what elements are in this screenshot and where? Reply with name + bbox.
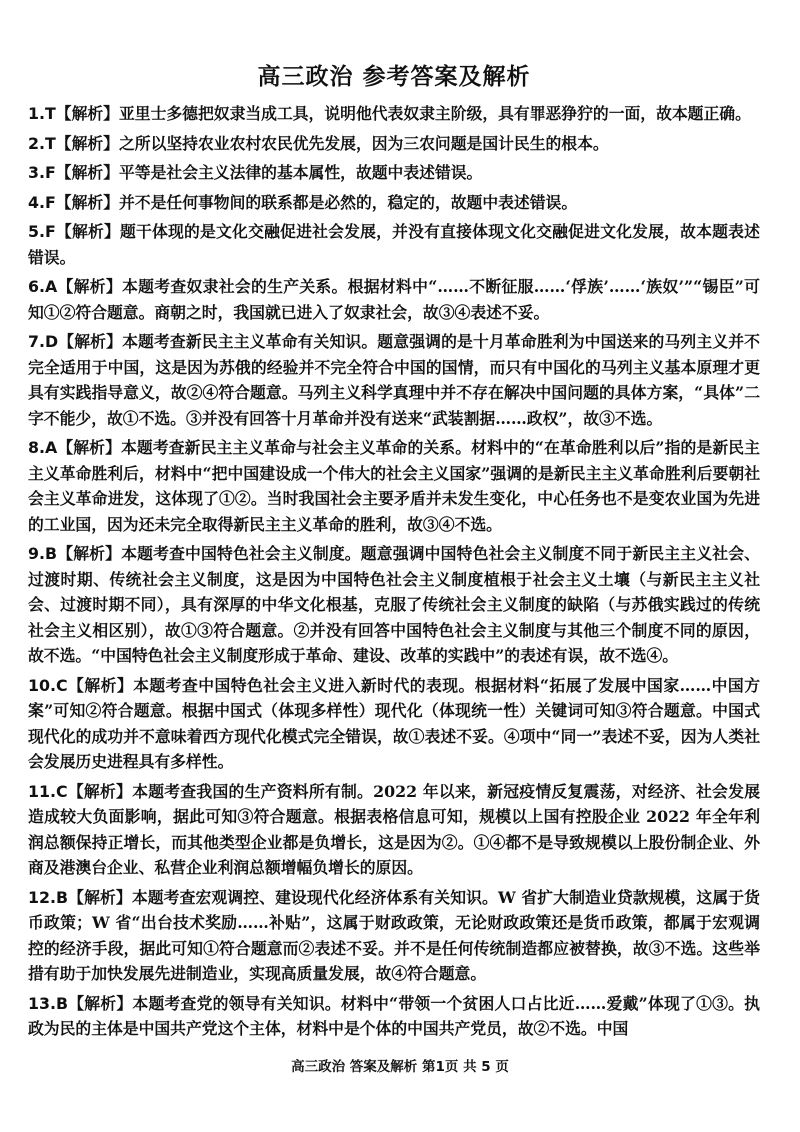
answer-item-9 [28, 541, 760, 669]
answer-number: 4.F [28, 192, 56, 212]
answer-number: 8.A [28, 438, 58, 457]
answer-item-5 [28, 219, 760, 270]
analysis-tag: 【解析】 [55, 163, 119, 182]
analysis-text: 并不是任何事物间的联系都是必然的，稳定的，故题中表述错误。 [119, 192, 578, 212]
analysis-text: 本题考查中国特色社会主义制度。题意强调中国特色社会主义制度不同于新民主主义社会、过渡时期、传统社会主义制度，这是因为中国特色社会主义制度植根于社会主义土壤（与新民主主义社会、过渡时期不同），具有深厚的中华文化根基，克服了传统社会主义制度的缺陷（与苏俄实践过的传统社会主义相区别），故①③符合题意。②并没有回答中国特色社会主义制度与其他三个制度不同的原因，故不选。“中国特色社会主义制度形成于革命、建设、改革的实践中”的表述有误，故不选④。 [28, 544, 760, 665]
analysis-text: 本题考查中国特色社会主义进入新时代的表现。根据材料“拓展了发展中国家……中国方案”可知②符合题意。根据中国式（体现多样性）现代化（体现统一性）关键词可知③符合题意。中国式现代化的成功并不意味着西方现代化模式完全错误，故①表述不妥。④项中“同一”表述不妥，因为人类社会发展历史进程具有多样性。 [28, 675, 760, 771]
answer-item-13 [28, 991, 760, 1042]
answer-number: 2.T [28, 133, 56, 153]
answer-item-12 [28, 885, 760, 987]
analysis-text: 本题考查新民主主义革命有关知识。题意强调的是十月革命胜利为中国送来的马列主义并不完全适用于中国，这是因为苏俄的经验并不完全符合中国的国情，而只有中国化的马列主义基本原理才更具有实践指导意义，故②④符合题意。马列主义科学真理中并不存在解决中国问题的具体方案，“具体”二字不能少，故①不选。③并没有回答十月革命并没有送来“武装割据……政权”，故③不选。 [28, 332, 760, 428]
analysis-text: 题干体现的是文化交融促进社会发展，并没有直接体现文化交融促进文化发展，故本题表述错误。 [28, 222, 760, 267]
page-footer: 高三政治 答案及解析 第1页 共 5 页 [291, 1059, 509, 1075]
answer-item-6 [28, 274, 760, 325]
answer-item-2 [28, 131, 760, 157]
analysis-text: 平等是社会主义法律的基本属性，故题中表述错误。 [119, 163, 483, 182]
analysis-tag: 【解析】 [57, 544, 122, 563]
answer-item-1 [28, 101, 760, 127]
analysis-tag: 【解析】 [58, 332, 123, 351]
answer-number: 9.B [28, 544, 58, 563]
answer-number: 13.B [28, 993, 69, 1013]
analysis-tag: 【解析】 [57, 438, 121, 457]
analysis-tag: 【解析】 [55, 104, 119, 123]
answer-number: 1.T [28, 104, 56, 123]
analysis-tag: 【解析】 [55, 222, 121, 241]
analysis-tag: 【解析】 [67, 781, 133, 801]
analysis-tag: 【解析】 [55, 133, 119, 153]
answer-item-7 [28, 329, 760, 431]
analysis-tag: 【解析】 [67, 675, 134, 695]
answer-list [28, 101, 760, 1042]
answer-number: 12.B [28, 887, 69, 907]
answer-item-11 [28, 779, 760, 881]
analysis-tag: 【解析】 [55, 192, 119, 212]
answer-number: 5.F [28, 222, 56, 241]
answer-number: 3.F [28, 163, 56, 182]
analysis-text: 本题考查党的领导有关知识。材料中“带领一个贫困人口占比近……爱戴”体现了①③。执政为民的主体是中国共产党这个主体，材料中是个体的中国共产党员，故②不选。中国 [28, 993, 760, 1038]
page-title: 高三政治 参考答案及解析 [257, 64, 531, 90]
answer-number: 6.A [28, 277, 58, 296]
analysis-tag: 【解析】 [68, 887, 132, 907]
analysis-text: 本题考查我国的生产资料所有制。2022 年以来，新冠疫情反复震荡，对经济、社会发展造成较大负面影响，据此可知③符合题意。根据表格信息可知，规模以上国有控股企业 2022 年全年利润总额保持正增长，而其他类型企业都是负增长，这是因为②。①④都不是导致规模以上股份制企业、外商及港澳台企业、私营企业利润总额增幅负增长的原因。 [28, 781, 760, 877]
answer-number: 10.C [28, 675, 68, 695]
answer-number: 7.D [28, 332, 59, 351]
answer-number: 11.C [28, 781, 68, 801]
analysis-tag: 【解析】 [57, 277, 123, 296]
analysis-text: 亚里士多德把奴隶当成工具，说明他代表奴隶主阶级，具有罪恶狰狞的一面，故本题正确。 [118, 104, 751, 123]
answer-item-3 [28, 160, 760, 186]
analysis-text: 本题考查奴隶社会的生产关系。根据材料中“……不断征服……‘俘族’……‘族奴’”“锡臣”可知①②符合题意。商朝之时，我国就已进入了奴隶社会，故③④表述不妥。 [28, 277, 760, 322]
analysis-tag: 【解析】 [68, 993, 133, 1013]
answer-item-10 [28, 673, 760, 775]
analysis-text: 之所以坚持农业农村农民优先发展，因为三农问题是国计民生的根本。 [118, 133, 609, 153]
analysis-text: 本题考查新民主主义革命与社会主义革命的关系。材料中的“在革命胜利以后”指的是新民主主义革命胜利后，材料中“把中国建设成一个伟大的社会主义国家”强调的是新民主主义革命胜利后要朝社会主义革命进发，这体现了①②。当时我国社会主要矛盾并未发生变化，中心任务也不是变农业国为先进的工业国，因为还未完全取得新民主主义革命的胜利，故③④不选。 [28, 438, 760, 534]
analysis-text: 本题考查宏观调控、建设现代化经济体系有关知识。W 省扩大制造业贷款规模，这属于货币政策；W 省“出台技术奖励……补贴”，这属于财政政策，无论财政政策还是货币政策，都属于宏观调控的经济手段，据此可知①符合题意而②表述不妥。并不是任何传统制造都应被替换，故③不选。这些举措有助于加快发展先进制造业，实现高质量发展，故④符合题意。 [28, 887, 760, 983]
answer-item-4 [28, 190, 760, 216]
answer-item-8 [28, 435, 760, 537]
